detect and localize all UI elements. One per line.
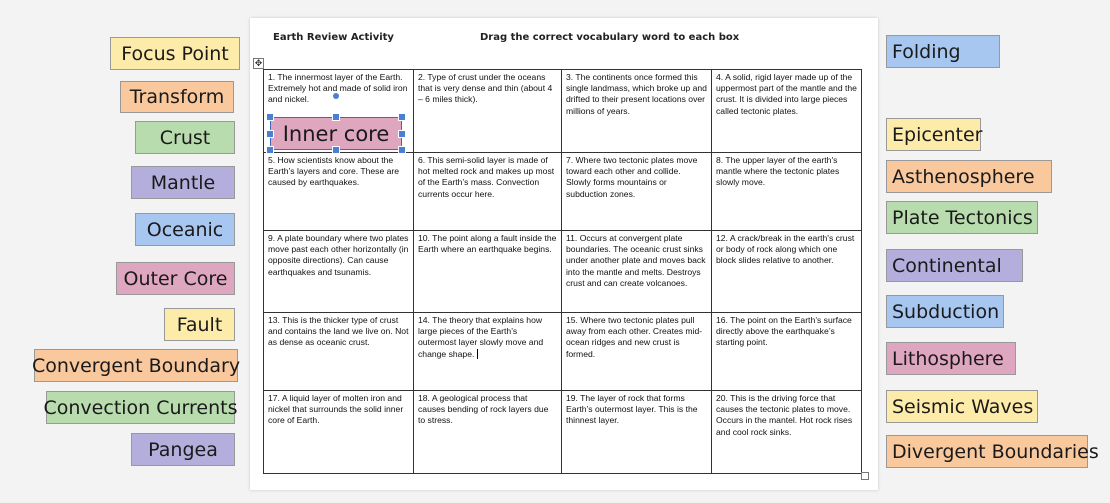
cell-text: 15. Where two tectonic plates pull away from each other. Creates mid-ocean ridges and new crust is formed. [566, 315, 703, 359]
card-label: Subduction [892, 300, 1000, 323]
word-card-continental[interactable] [886, 249, 1023, 282]
move-icon: ✥ [254, 58, 263, 68]
word-card-focus-point[interactable] [110, 37, 240, 70]
table-cell[interactable] [264, 231, 414, 313]
word-card-folding[interactable] [886, 35, 1000, 68]
cell-text: 2. Type of crust under the oceans that is very dense and thin (about 4 – 6 miles thick). [418, 72, 553, 105]
word-card-mantle[interactable] [131, 166, 235, 199]
resize-handle-e[interactable] [398, 130, 406, 138]
card-label: Asthenosphere [892, 165, 1035, 188]
word-card-convergent-boundary[interactable] [31, 349, 241, 382]
resize-handle-w[interactable] [266, 130, 274, 138]
cell-text: 8. The upper layer of the earth's mantle where the tectonic plates slowly move. [716, 155, 840, 188]
cell-text: 18. A geological process that causes bending of rock layers due to stress. [418, 393, 549, 426]
table-cell[interactable] [414, 153, 562, 231]
table-cell[interactable] [712, 153, 862, 231]
cell-text: 7. Where two tectonic plates move toward each other and collide. Slowly forms mountains or subduction zones. [566, 155, 698, 199]
card-label: Transform [129, 86, 225, 108]
document-page [250, 18, 878, 490]
text-cursor [477, 349, 478, 359]
table-cell[interactable] [264, 153, 414, 231]
card-label: Epicenter [892, 123, 983, 146]
cell-text: 5. How scientists know about the Earth’s layers and core. These are caused by earthquakes. [268, 155, 400, 188]
table-cell[interactable] [562, 313, 712, 391]
word-card-plate-tectonics[interactable] [886, 201, 1038, 234]
table-move-handle[interactable] [253, 58, 264, 69]
table-cell[interactable] [264, 313, 414, 391]
word-card-divergent-boundaries[interactable] [886, 435, 1099, 468]
resize-handle-n[interactable] [332, 113, 340, 121]
card-label: Convection Currents [43, 396, 238, 419]
card-label: Folding [892, 40, 961, 63]
resize-handle-nw[interactable] [266, 113, 274, 121]
cell-text: 1. The innermost layer of the Earth. Extremely hot and made of solid iron and nickel. [268, 72, 408, 105]
cell-text: 13. This is the thicker type of crust and contains the land we live on. Not as dense as oceanic crust. [268, 315, 409, 348]
card-label: Inner core [282, 121, 390, 146]
table-cell[interactable] [712, 70, 862, 153]
cell-text: 11. Occurs at convergent plate boundaries. The oceanic crust sinks under another plate and moves back into the mantle and melts. Destroys crust and can create volcanoes. [566, 233, 706, 288]
rotate-handle[interactable] [333, 93, 339, 99]
card-label: Mantle [150, 171, 216, 194]
table-cell[interactable] [562, 70, 712, 153]
activity-title: Earth Review Activity [273, 32, 394, 43]
table-cell[interactable] [264, 391, 414, 474]
card-label: Outer Core [123, 267, 228, 290]
cell-text: 6. This semi-solid layer is made of hot melted rock and makes up most of the Earth’s mass. Convection currents occur here. [418, 155, 555, 199]
table-resize-handle[interactable] [861, 472, 869, 480]
table-cell[interactable] [562, 391, 712, 474]
word-card-transform[interactable] [120, 81, 234, 113]
table-cell[interactable] [712, 313, 862, 391]
word-card-asthenosphere[interactable] [886, 160, 1052, 193]
card-label: Lithosphere [892, 347, 1004, 370]
card-label: Fault [176, 313, 223, 336]
cell-text: 20. This is the driving force that causes the tectonic plates to move. Occurs in the mantel. Hot rock rises and cool rock sinks. [716, 393, 853, 437]
cell-text: 9. A plate boundary where two plates move past each other horizontally (in opposite directions). Can cause earthquakes and tsunamis. [268, 233, 409, 277]
word-card-seismic-waves[interactable] [886, 390, 1038, 423]
activity-instruction: Drag the correct vocabulary word to each box [480, 32, 740, 43]
card-label: Focus Point [121, 42, 229, 65]
table-cell[interactable] [414, 313, 562, 391]
card-label: Divergent Boundaries [892, 440, 1099, 463]
cell-text: 10. The point along a fault inside the Earth where an earthquake begins. [418, 233, 557, 255]
table-cell[interactable] [414, 70, 562, 153]
word-card-epicenter[interactable] [886, 118, 981, 151]
table-cell[interactable] [414, 391, 562, 474]
resize-handle-se[interactable] [398, 146, 406, 154]
card-label: Continental [892, 254, 1002, 277]
cell-text: 3. The continents once formed this single landmass, which broke up and drifted to their present locations over millions of years. [566, 72, 707, 116]
cell-text: 19. The layer of rock that forms Earth’s outermost layer. This is the thinnest layer. [566, 393, 698, 426]
table-cell[interactable] [712, 231, 862, 313]
word-card-subduction[interactable] [886, 295, 1004, 328]
cell-text: 12. A crack/break in the earth's crust or body of rock along which one block slides relative to another. [716, 233, 855, 266]
card-label: Convergent Boundary [31, 354, 241, 377]
table-cell[interactable] [562, 231, 712, 313]
resize-handle-sw[interactable] [266, 146, 274, 154]
card-label: Pangea [148, 438, 218, 461]
word-card-pangea[interactable] [131, 433, 235, 466]
cell-text: 14. The theory that explains how large pieces of the Earth’s outermost layer slowly move and change shape. [418, 315, 544, 359]
word-card-lithosphere[interactable] [886, 342, 1016, 375]
cell-text: 4. A solid, rigid layer made up of the uppermost part of the mantle and the crust. It is divided into large pieces called tectonic plates. [716, 72, 857, 116]
word-card-oceanic[interactable] [135, 213, 235, 246]
table-cell[interactable] [414, 231, 562, 313]
card-label: Plate Tectonics [892, 206, 1033, 229]
card-label: Crust [159, 126, 211, 149]
resize-handle-s[interactable] [332, 146, 340, 154]
card-label: Oceanic [146, 218, 224, 241]
word-card-crust[interactable] [135, 121, 235, 154]
word-card-outer-core[interactable] [116, 262, 235, 295]
cell-text: 16. The point on the Earth’s surface directly above the earthquake’s starting point. [716, 315, 852, 348]
table-cell[interactable] [712, 391, 862, 474]
cell-text: 17. A liquid layer of molten iron and nickel that surrounds the solid inner core of Earth. [268, 393, 404, 426]
table-cell[interactable] [562, 153, 712, 231]
word-card-convection-currents[interactable] [43, 391, 238, 424]
word-card-fault[interactable] [164, 308, 235, 341]
resize-handle-ne[interactable] [398, 113, 406, 121]
card-label: Seismic Waves [892, 395, 1034, 418]
